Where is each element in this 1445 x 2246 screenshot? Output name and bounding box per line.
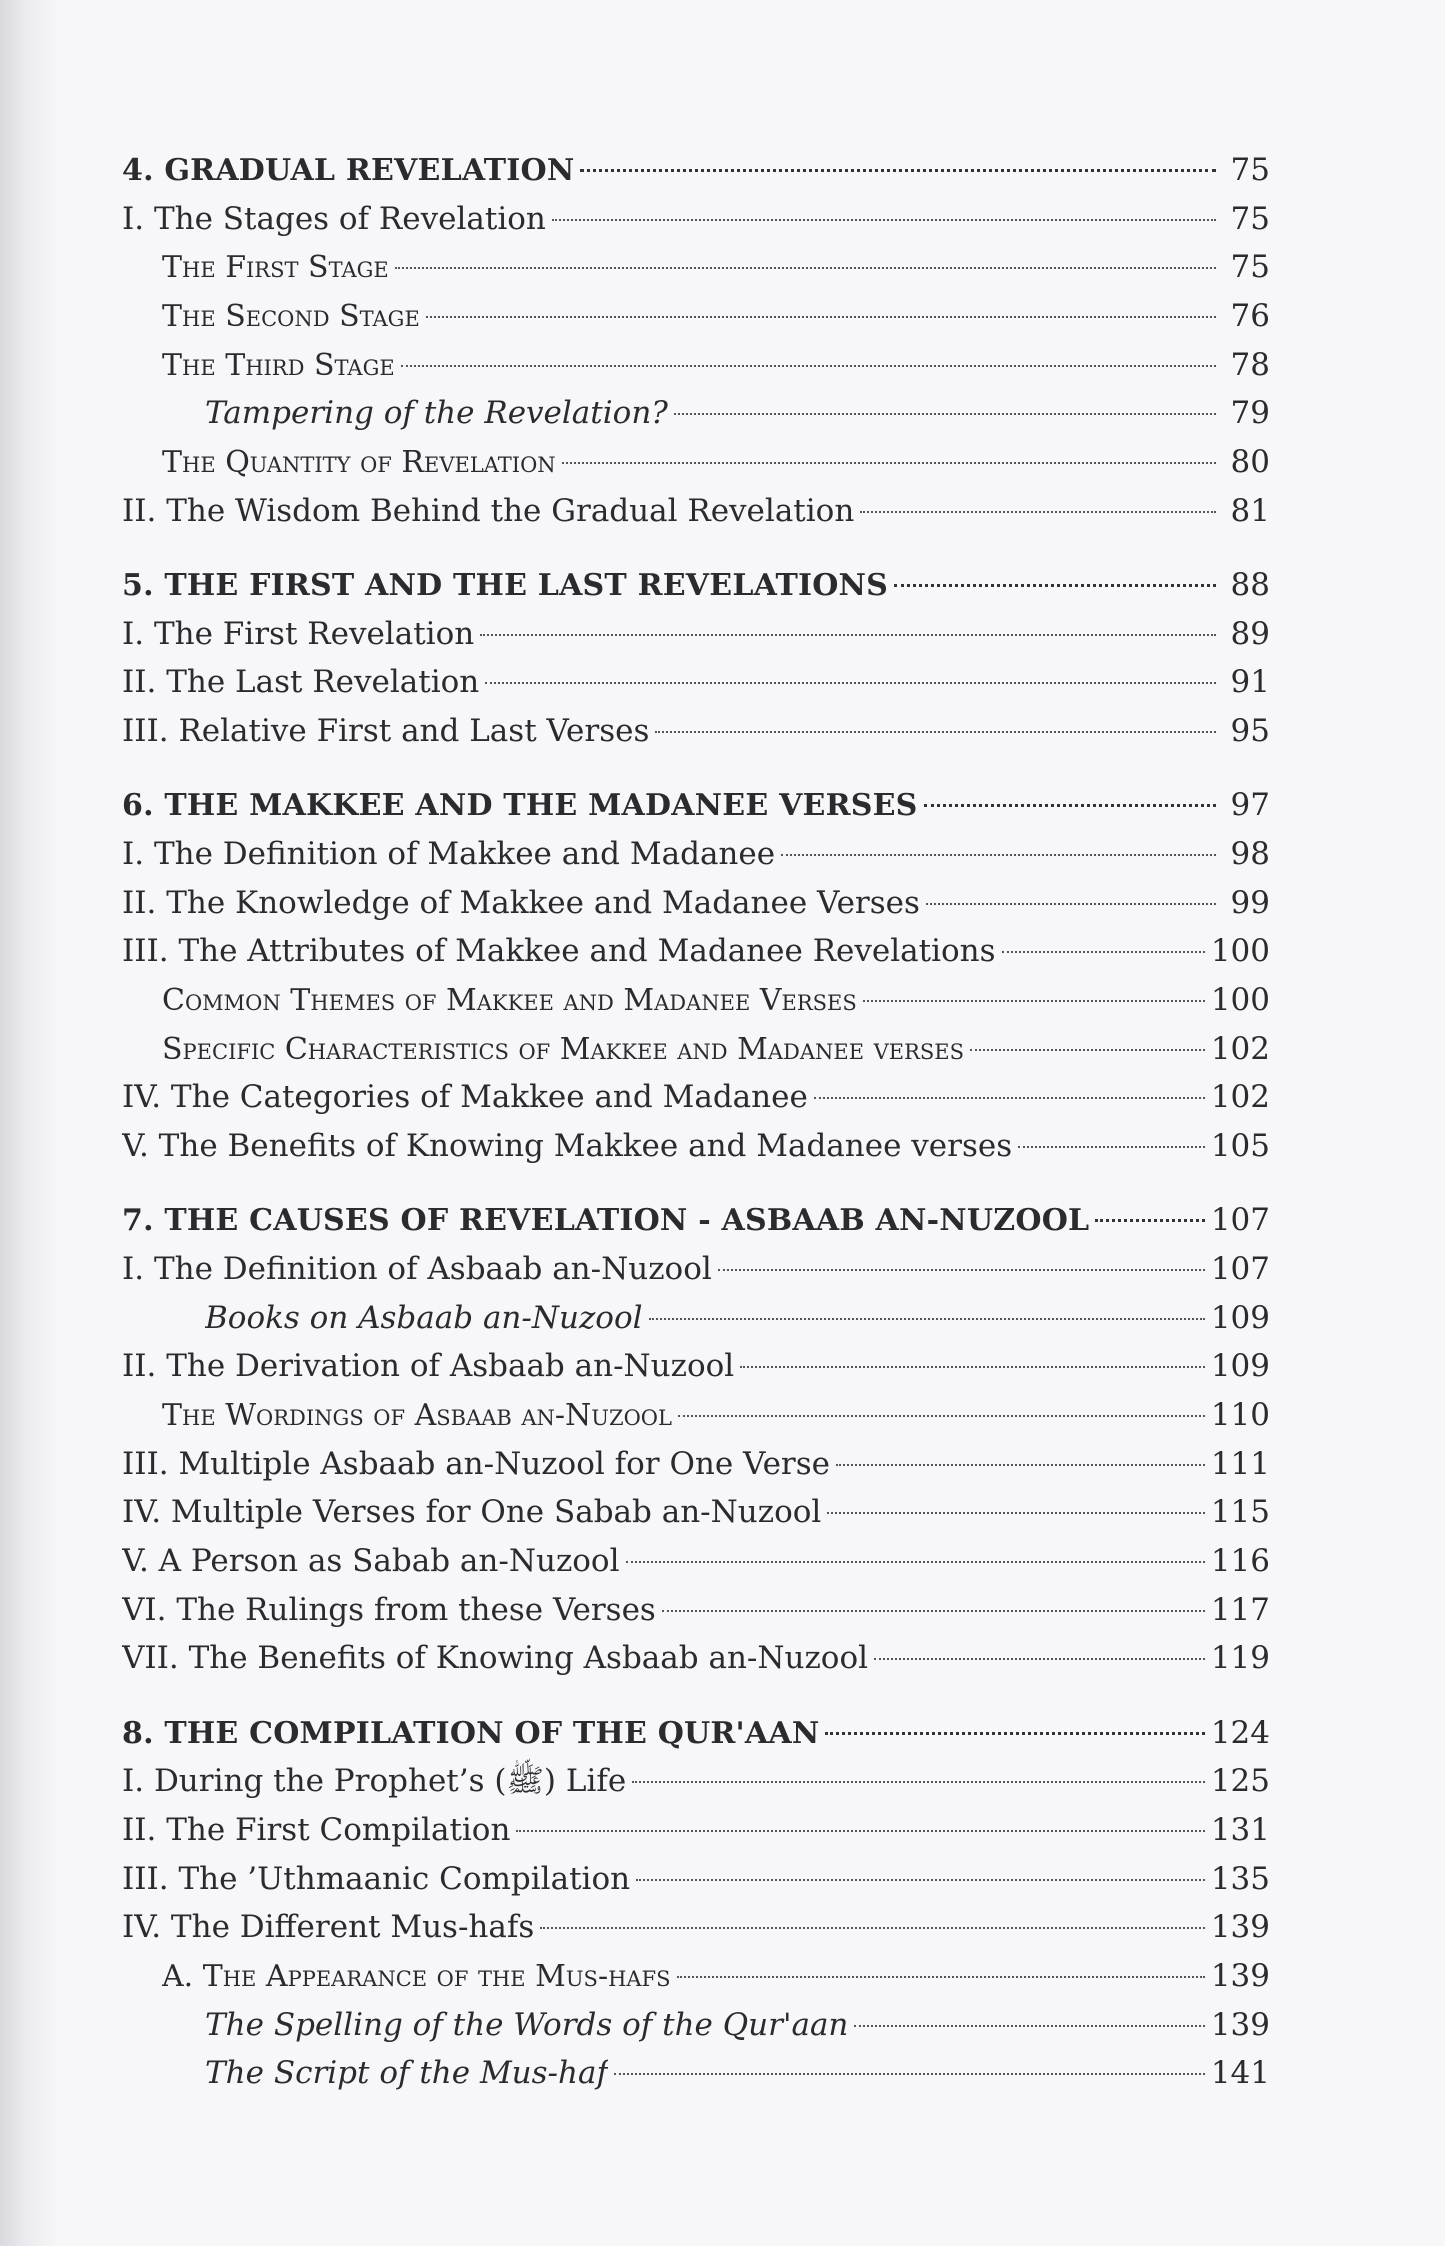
page-binding-shadow bbox=[0, 0, 60, 2246]
toc-entry-section bbox=[122, 927, 1270, 976]
toc-entry-subsub bbox=[122, 2001, 1270, 2050]
toc-entry-section bbox=[122, 1586, 1270, 1635]
toc-entry-section bbox=[122, 707, 1270, 756]
toc-entry-title: The Wordings of Asbaab an-Nuzool bbox=[162, 1398, 672, 1433]
toc-entry-page-number: 141 bbox=[1210, 2055, 1270, 2092]
dot-leader bbox=[836, 1464, 1205, 1466]
toc-entry-page-number: 125 bbox=[1210, 1763, 1270, 1800]
toc-entry-page-number: 76 bbox=[1230, 298, 1270, 335]
toc-entry-title: VII. The Benefits of Knowing Asbaab an-Nuzool bbox=[122, 1640, 869, 1677]
toc-entry-page-number: 135 bbox=[1210, 1860, 1270, 1897]
dot-leader bbox=[426, 316, 1216, 318]
dot-leader bbox=[863, 1000, 1205, 1002]
toc-entry-section bbox=[122, 1073, 1270, 1122]
toc-entry-page-number: 88 bbox=[1230, 567, 1270, 603]
toc-entry-page-number: 115 bbox=[1210, 1494, 1270, 1531]
toc-entry-title: I. The Definition of Asbaab an-Nuzool bbox=[122, 1250, 712, 1287]
toc-entry-section bbox=[122, 658, 1270, 707]
toc-entry-title: IV. The Categories of Makkee and Madanee bbox=[122, 1079, 808, 1116]
toc-entry-page-number: 105 bbox=[1210, 1128, 1270, 1165]
toc-entry-title: II. The Wisdom Behind the Gradual Revelation bbox=[122, 492, 855, 529]
toc-entry-page-number: 91 bbox=[1230, 664, 1270, 701]
toc-entry-title: The First Stage bbox=[162, 250, 389, 286]
toc-section bbox=[122, 561, 1270, 756]
toc-entry-page-number: 116 bbox=[1210, 1543, 1270, 1580]
toc-entry-title: The Quantity of Revelation bbox=[162, 445, 556, 481]
toc-entry-title: III. Multiple Asbaab an-Nuzool for One Verse bbox=[122, 1445, 830, 1482]
toc-entry-title: I. During the Prophet’s (ﷺ) Life bbox=[122, 1763, 627, 1800]
dot-leader bbox=[674, 413, 1216, 415]
dot-leader bbox=[662, 1610, 1205, 1612]
dot-leader bbox=[580, 169, 1216, 172]
toc-entry-page-number: 80 bbox=[1230, 444, 1270, 481]
toc-entry-title: II. The Last Revelation bbox=[122, 664, 480, 701]
dot-leader bbox=[540, 1927, 1205, 1929]
toc-entry-page-number: 109 bbox=[1210, 1299, 1270, 1336]
dot-leader bbox=[860, 511, 1216, 513]
toc-entry-page-number: 110 bbox=[1210, 1397, 1270, 1433]
toc-entry-title: Specific Characteristics of Makkee and Madanee verses bbox=[162, 1031, 965, 1067]
toc-entry-section bbox=[122, 1342, 1270, 1391]
toc-entry-title: The Script of the Mus-haf bbox=[205, 2055, 608, 2092]
dot-leader bbox=[480, 634, 1216, 636]
toc-entry-chapter bbox=[122, 1196, 1270, 1245]
toc-entry-title: Common Themes of Makkee and Madanee Verses bbox=[162, 983, 857, 1018]
toc-entry-page-number: 81 bbox=[1230, 492, 1270, 529]
toc-entry-page-number: 98 bbox=[1230, 835, 1270, 872]
toc-entry-title: Tampering of the Revelation? bbox=[205, 395, 668, 432]
toc-entry-page-number: 107 bbox=[1210, 1202, 1270, 1239]
dot-leader bbox=[926, 903, 1216, 905]
toc-entry-page-number: 99 bbox=[1230, 884, 1270, 921]
toc-entry-page-number: 95 bbox=[1230, 713, 1270, 750]
dot-leader bbox=[827, 1512, 1205, 1514]
toc-entry-chapter bbox=[122, 146, 1270, 195]
toc-entry-sub bbox=[122, 1391, 1270, 1440]
toc-entry-sub bbox=[122, 976, 1270, 1025]
toc-entry-page-number: 75 bbox=[1230, 200, 1270, 237]
toc-entry-section bbox=[122, 1855, 1270, 1904]
toc-entry-title: A. The Appearance of the Mus-hafs bbox=[162, 1959, 671, 1995]
toc-entry-section bbox=[122, 610, 1270, 659]
toc-entry-section bbox=[122, 1488, 1270, 1537]
toc-entry-title: 5. THE FIRST AND THE LAST REVELATIONS bbox=[122, 568, 889, 603]
toc-entry-section bbox=[122, 1806, 1270, 1855]
dot-leader bbox=[740, 1366, 1205, 1368]
toc-entry-page-number: 139 bbox=[1210, 2006, 1270, 2043]
toc-entry-chapter bbox=[122, 561, 1270, 610]
toc-entry-page-number: 89 bbox=[1230, 615, 1270, 652]
toc-entry-title: VI. The Rulings from these Verses bbox=[122, 1591, 656, 1628]
toc-entry-page-number: 102 bbox=[1210, 1079, 1270, 1116]
dot-leader bbox=[677, 1976, 1205, 1978]
dot-leader bbox=[924, 804, 1216, 807]
toc-entry-section bbox=[122, 1122, 1270, 1171]
toc-entry-page-number: 117 bbox=[1210, 1591, 1270, 1628]
dot-leader bbox=[894, 584, 1216, 587]
toc-entry-section bbox=[122, 879, 1270, 928]
toc-entry-title: The Third Stage bbox=[162, 347, 395, 383]
toc-entry-sub bbox=[122, 1952, 1270, 2001]
toc-entry-page-number: 131 bbox=[1210, 1812, 1270, 1848]
dot-leader bbox=[781, 854, 1216, 856]
toc-entry-page-number: 75 bbox=[1230, 152, 1270, 188]
toc-entry-subsub bbox=[122, 2049, 1270, 2098]
dot-leader bbox=[814, 1097, 1205, 1099]
dot-leader bbox=[632, 1781, 1205, 1783]
toc-entry-page-number: 79 bbox=[1230, 395, 1270, 432]
dot-leader bbox=[614, 2073, 1205, 2075]
toc-entry-title: 6. THE MAKKEE AND THE MADANEE VERSES bbox=[122, 788, 918, 824]
toc-entry-title: V. A Person as Sabab an-Nuzool bbox=[122, 1543, 620, 1580]
dot-leader bbox=[1018, 1146, 1205, 1148]
toc-entry-title: II. The First Compilation bbox=[122, 1812, 511, 1848]
dot-leader bbox=[401, 365, 1216, 367]
toc-entry-page-number: 75 bbox=[1230, 249, 1270, 286]
dot-leader bbox=[649, 1318, 1205, 1320]
table-of-contents bbox=[122, 146, 1270, 2124]
toc-entry-title: II. The Knowledge of Makkee and Madanee Verses bbox=[122, 884, 920, 921]
toc-entry-section bbox=[122, 1440, 1270, 1489]
dot-leader bbox=[854, 2025, 1204, 2027]
toc-entry-subsub bbox=[122, 389, 1270, 438]
toc-entry-section bbox=[122, 1537, 1270, 1586]
toc-entry-title: IV. Multiple Verses for One Sabab an-Nuzool bbox=[122, 1494, 822, 1531]
toc-entry-page-number: 109 bbox=[1210, 1348, 1270, 1385]
dot-leader bbox=[825, 1732, 1204, 1735]
toc-section bbox=[122, 146, 1270, 536]
toc-entry-sub bbox=[122, 243, 1270, 292]
toc-entry-title: V. The Benefits of Knowing Makkee and Madanee verses bbox=[122, 1128, 1013, 1165]
toc-entry-title: Books on Asbaab an-Nuzool bbox=[205, 1299, 643, 1336]
toc-entry-page-number: 139 bbox=[1210, 1909, 1270, 1946]
toc-entry-title: 4. GRADUAL REVELATION bbox=[122, 153, 575, 188]
toc-entry-title: I. The First Revelation bbox=[122, 615, 475, 652]
toc-entry-section bbox=[122, 830, 1270, 879]
toc-entry-chapter bbox=[122, 1709, 1270, 1758]
toc-entry-title: I. The Definition of Makkee and Madanee bbox=[122, 835, 776, 872]
dot-leader bbox=[636, 1879, 1205, 1881]
toc-entry-page-number: 100 bbox=[1210, 982, 1270, 1018]
dot-leader bbox=[655, 731, 1216, 733]
toc-entry-title: III. The ’Uthmaanic Compilation bbox=[122, 1860, 631, 1897]
toc-section bbox=[122, 781, 1270, 1171]
toc-entry-sub bbox=[122, 292, 1270, 341]
toc-entry-subsub bbox=[122, 1294, 1270, 1343]
toc-entry-title: The Second Stage bbox=[162, 299, 420, 335]
toc-section bbox=[122, 1196, 1270, 1683]
toc-entry-title: 7. THE CAUSES OF REVELATION - ASBAAB AN-NUZOOL bbox=[122, 1203, 1090, 1239]
toc-section bbox=[122, 1709, 1270, 2099]
toc-entry-page-number: 102 bbox=[1210, 1030, 1270, 1067]
toc-entry-chapter bbox=[122, 781, 1270, 830]
toc-entry-sub bbox=[122, 438, 1270, 487]
toc-entry-page-number: 78 bbox=[1230, 346, 1270, 383]
dot-leader bbox=[395, 267, 1216, 269]
toc-entry-section bbox=[122, 1634, 1270, 1683]
toc-entry-section bbox=[122, 487, 1270, 536]
dot-leader bbox=[516, 1830, 1204, 1832]
dot-leader bbox=[718, 1269, 1205, 1271]
toc-entry-page-number: 119 bbox=[1210, 1640, 1270, 1677]
dot-leader bbox=[1095, 1219, 1204, 1222]
toc-entry-page-number: 139 bbox=[1210, 1958, 1270, 1995]
toc-entry-section bbox=[122, 195, 1270, 244]
toc-entry-section bbox=[122, 1757, 1270, 1806]
dot-leader bbox=[552, 219, 1216, 221]
toc-entry-title: III. Relative First and Last Verses bbox=[122, 713, 650, 750]
toc-entry-page-number: 111 bbox=[1210, 1445, 1270, 1482]
toc-entry-title: II. The Derivation of Asbaab an-Nuzool bbox=[122, 1348, 735, 1385]
toc-entry-title: 8. THE COMPILATION OF THE QUR'AAN bbox=[122, 1715, 820, 1751]
toc-entry-page-number: 107 bbox=[1210, 1250, 1270, 1287]
dot-leader bbox=[678, 1415, 1205, 1417]
toc-entry-section bbox=[122, 1903, 1270, 1952]
dot-leader bbox=[970, 1049, 1205, 1051]
toc-entry-title: I. The Stages of Revelation bbox=[122, 200, 546, 237]
dot-leader bbox=[562, 462, 1216, 464]
toc-entry-page-number: 97 bbox=[1230, 787, 1270, 824]
dot-leader bbox=[626, 1561, 1205, 1563]
dot-leader bbox=[1002, 951, 1205, 953]
toc-entry-title: The Spelling of the Words of the Qur'aan bbox=[205, 2006, 849, 2043]
toc-entry-page-number: 124 bbox=[1210, 1714, 1270, 1751]
dot-leader bbox=[874, 1658, 1205, 1660]
dot-leader bbox=[485, 682, 1216, 684]
toc-entry-section bbox=[122, 1245, 1270, 1294]
toc-entry-sub bbox=[122, 341, 1270, 390]
toc-entry-page-number: 100 bbox=[1210, 933, 1270, 970]
toc-entry-title: IV. The Different Mus-hafs bbox=[122, 1909, 535, 1946]
toc-entry-sub bbox=[122, 1025, 1270, 1074]
toc-entry-title: III. The Attributes of Makkee and Madanee Revelations bbox=[122, 933, 996, 970]
